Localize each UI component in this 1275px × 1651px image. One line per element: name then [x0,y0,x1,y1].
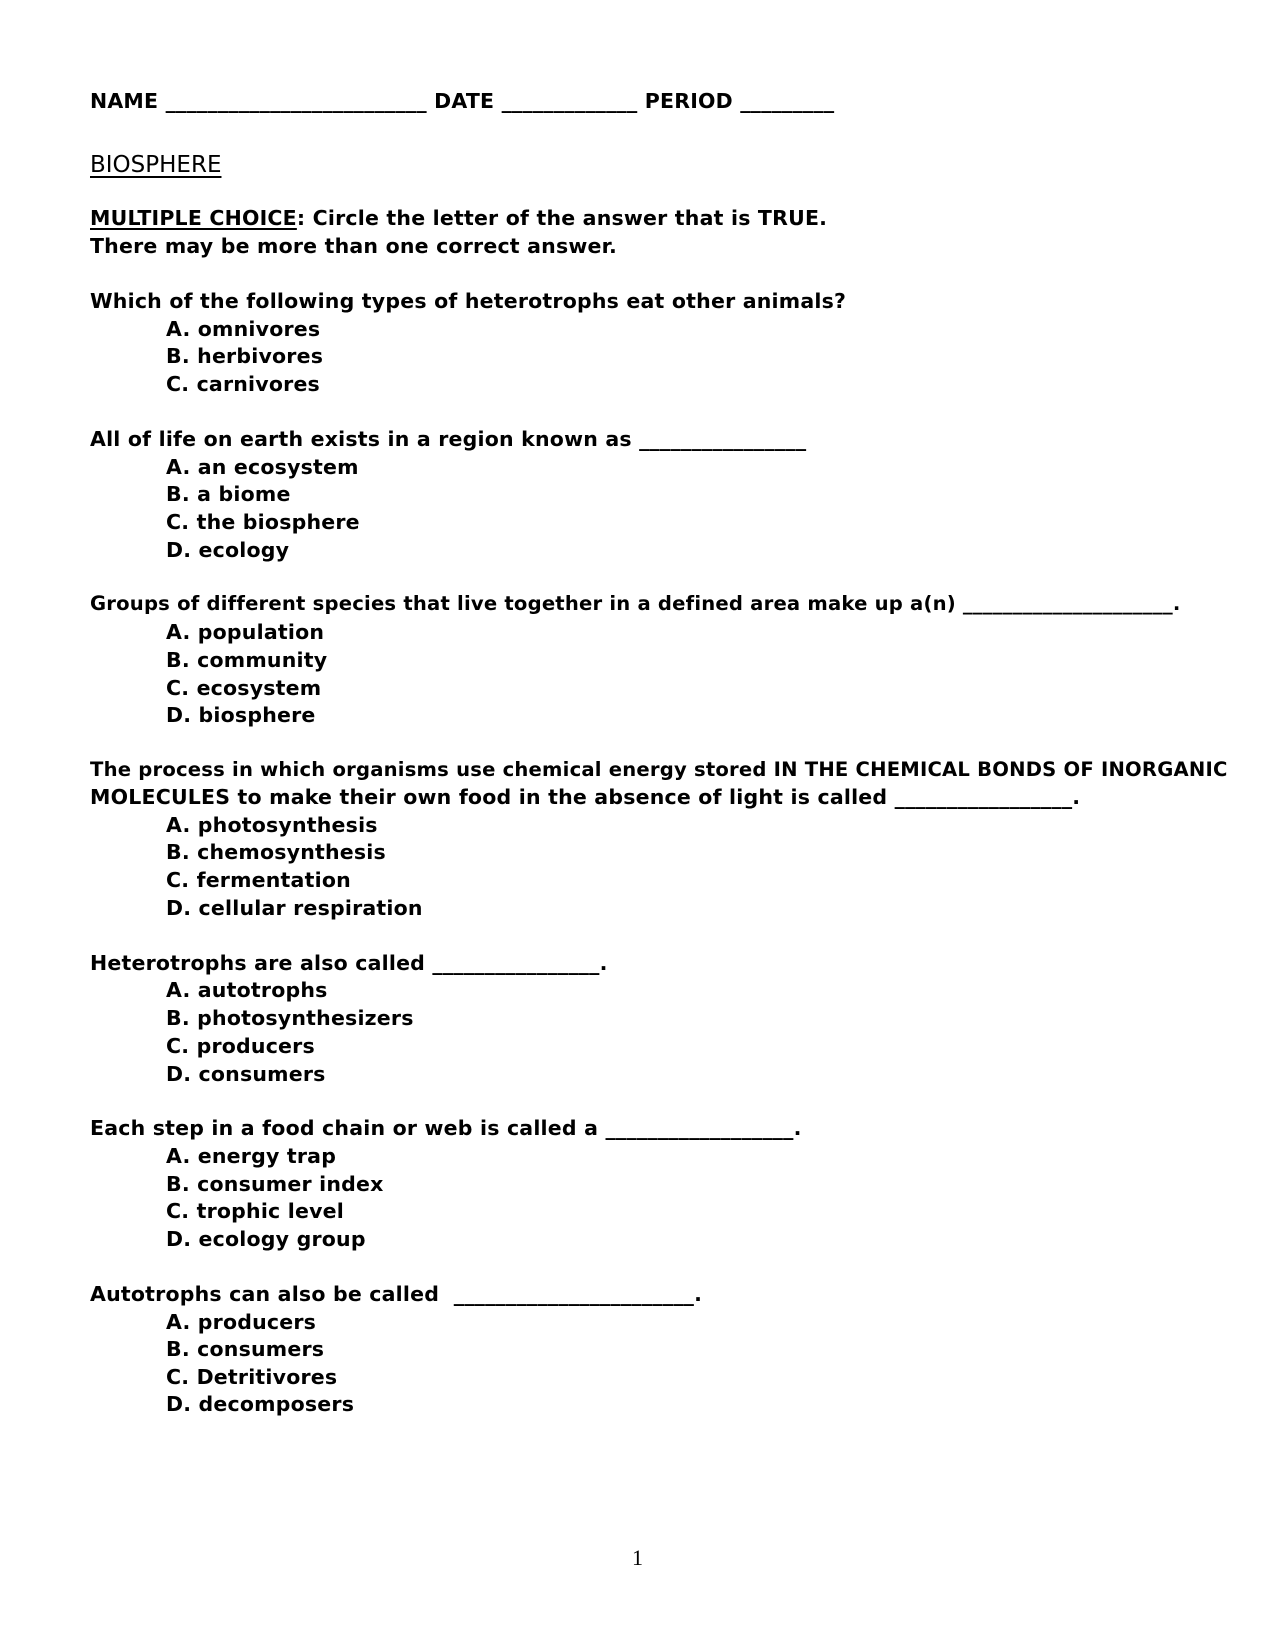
question-6-option-c: C. trophic level [166,1199,344,1223]
question-4-text-line-1: The process in which organisms use chemical energy stored IN THE CHEMICAL BONDS OF INORGANIC [90,758,1228,781]
question-2-option-c: C. the biosphere [166,510,360,534]
question-6-text: Each step in a food chain or web is called a __________________. [90,1116,802,1140]
page-title: BIOSPHERE [90,152,222,178]
question-4-text-line-2: MOLECULES to make their own food in the absence of light is called _________________. [90,785,1081,809]
question-7-text: Autotrophs can also be called _______________________. [90,1282,703,1306]
instructions-line-2: There may be more than one correct answer. [90,234,617,258]
question-5-option-a: A. autotrophs [166,978,328,1002]
date-blank: _____________ [501,89,638,113]
name-blank: _________________________ [165,89,427,113]
question-5-option-c: C. producers [166,1034,315,1058]
question-5-text: Heterotrophs are also called ________________. [90,951,608,975]
question-3-option-d: D. biosphere [166,703,316,727]
question-4-option-d: D. cellular respiration [166,896,423,920]
header-line [90,89,834,113]
instructions-heading: MULTIPLE CHOICE [90,206,297,230]
question-2-text: All of life on earth exists in a region known as ________________ [90,427,807,451]
instructions-text: : Circle the letter of the answer that is TRUE. [296,206,828,230]
question-5-option-d: D. consumers [166,1062,326,1086]
question-6-option-a: A. energy trap [166,1144,337,1168]
question-6-option-d: D. ecology group [166,1227,366,1251]
period-label: PERIOD [644,89,733,113]
question-3-option-c: C. ecosystem [166,676,322,700]
date-label: DATE [434,89,495,113]
question-1-option-c: C. carnivores [166,372,320,396]
page-number: 1 [632,1545,643,1570]
question-7-option-d: D. decomposers [166,1392,355,1416]
question-1-option-a: A. omnivores [166,317,321,341]
question-2-option-b: B. a biome [166,482,291,506]
question-4-option-c: C. fermentation [166,868,351,892]
question-2-option-a: A. an ecosystem [166,455,359,479]
question-1-text: Which of the following types of heterotrophs eat other animals? [90,289,847,313]
question-4-option-a: A. photosynthesis [166,813,378,837]
question-7-option-a: A. producers [166,1310,317,1334]
name-label: NAME [90,89,159,113]
instructions-line-1 [90,206,827,230]
question-6-option-b: B. consumer index [166,1172,384,1196]
question-2-option-d: D. ecology [166,538,290,562]
question-3-text: Groups of different species that live together in a defined area make up a(n) _____________________. [90,592,1181,615]
question-1-option-b: B. herbivores [166,344,324,368]
question-5-option-b: B. photosynthesizers [166,1006,414,1030]
question-7-option-c: C. Detritivores [166,1365,338,1389]
question-3-option-b: B. community [166,648,328,672]
question-4-option-b: B. chemosynthesis [166,840,386,864]
question-7-option-b: B. consumers [166,1337,325,1361]
question-3-option-a: A. population [166,620,325,644]
period-blank: _________ [740,89,835,113]
